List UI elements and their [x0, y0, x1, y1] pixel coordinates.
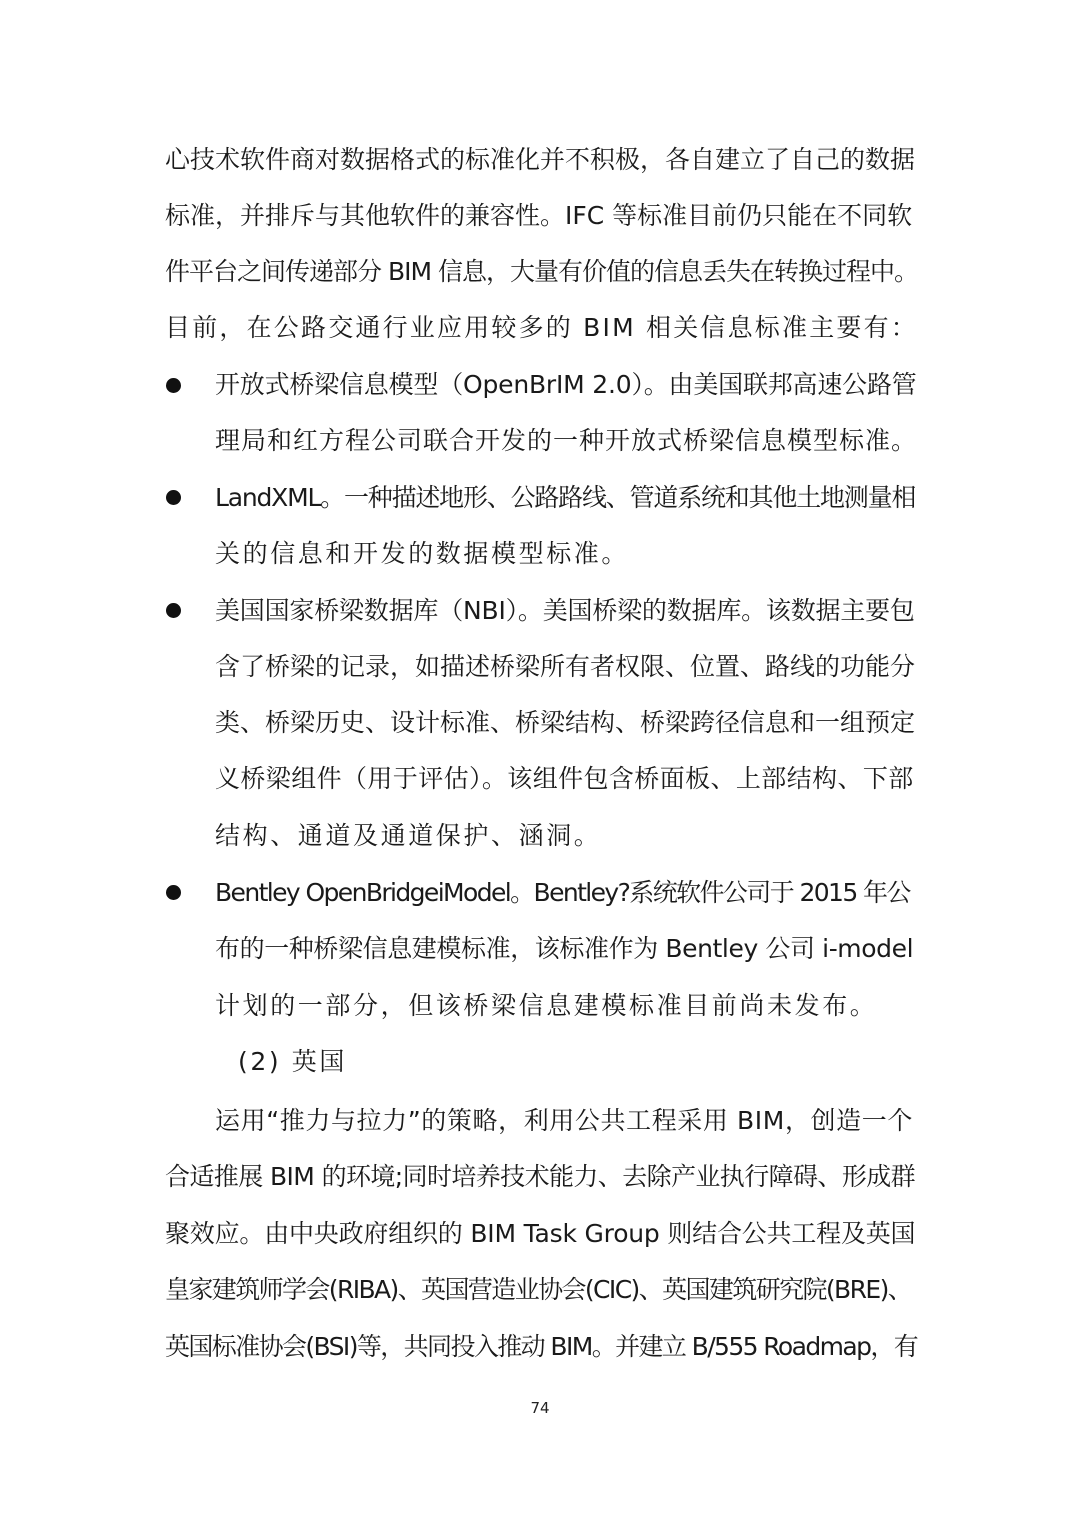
- intro-line-2: 标准，并排斥与其他软件的兼容性。IFC 等标准目前仍只能在不同软: [165, 201, 913, 230]
- page-number: 74: [530, 1399, 550, 1417]
- bullet-2-line-2: 关的信息和开发的数据模型标准。: [215, 539, 630, 568]
- bullet-1-line-1: 开放式桥梁信息模型（OpenBrIM 2.0）。由美国联邦高速公路管: [215, 370, 917, 399]
- section-line-1: 运用“推力与拉力”的策略，利用公共工程采用 BIM，创造一个: [215, 1106, 913, 1135]
- bullet-dot-icon: [166, 490, 181, 505]
- bullet-3-line-2: 含了桥梁的记录，如描述桥梁所有者权限、位置、路线的功能分: [215, 652, 916, 681]
- bullet-4-line-3: 计划的一部分，但该桥梁信息建模标准目前尚未发布。: [215, 991, 878, 1020]
- section-line-2: 合适推展 BIM 的环境;同时培养技术能力、去除产业执行障碍、形成群: [165, 1162, 916, 1191]
- bullet-4-line-1: Bentley OpenBridgeiModel。Bentley?系统软件公司于 2015 年公: [215, 878, 910, 907]
- bullet-3-line-5: 结构、通道及通道保护、涵洞。: [215, 821, 602, 850]
- intro-line-1: 心技术软件商对数据格式的标准化并不积极，各自建立了自己的数据: [165, 145, 916, 174]
- bullet-1-line-2: 理局和红方程公司联合开发的一种开放式桥梁信息模型标准。: [215, 426, 918, 455]
- bullet-dot-icon: [166, 378, 181, 393]
- intro-line-4: 目前，在公路交通行业应用较多的 BIM 相关信息标准主要有：: [165, 313, 918, 342]
- bullet-dot-icon: [166, 603, 181, 618]
- intro-line-3: 件平台之间传递部分 BIM 信息，大量有价值的信息丢失在转换过程中。: [165, 257, 918, 286]
- bullet-dot-icon: [166, 885, 181, 900]
- section-line-3: 聚效应。由中央政府组织的 BIM Task Group 则结合公共工程及英国: [165, 1219, 916, 1248]
- section-heading: (2) 英国: [238, 1047, 347, 1076]
- section-line-5: 英国标准协会(BSI)等，共同投入推动 BIM。并建立 B/555 Roadmap，有: [165, 1332, 918, 1361]
- bullet-4-line-2: 布的一种桥梁信息建模标准，该标准作为 Bentley 公司 i-model: [215, 934, 914, 963]
- bullet-2-line-1: LandXML。一种描述地形、公路路线、管道系统和其他土地测量相: [215, 483, 916, 512]
- section-line-4: 皇家建筑师学会(RIBA)、英国营造业协会(CIC)、英国建筑研究院(BRE)、: [165, 1275, 912, 1304]
- bullet-3-line-1: 美国国家桥梁数据库（NBI）。美国桥梁的数据库。该数据主要包: [215, 596, 915, 625]
- bullet-3-line-4: 义桥梁组件（用于评估）。该组件包含桥面板、上部结构、下部: [215, 764, 914, 793]
- bullet-3-line-3: 类、桥梁历史、设计标准、桥梁结构、桥梁跨径信息和一组预定: [215, 708, 916, 737]
